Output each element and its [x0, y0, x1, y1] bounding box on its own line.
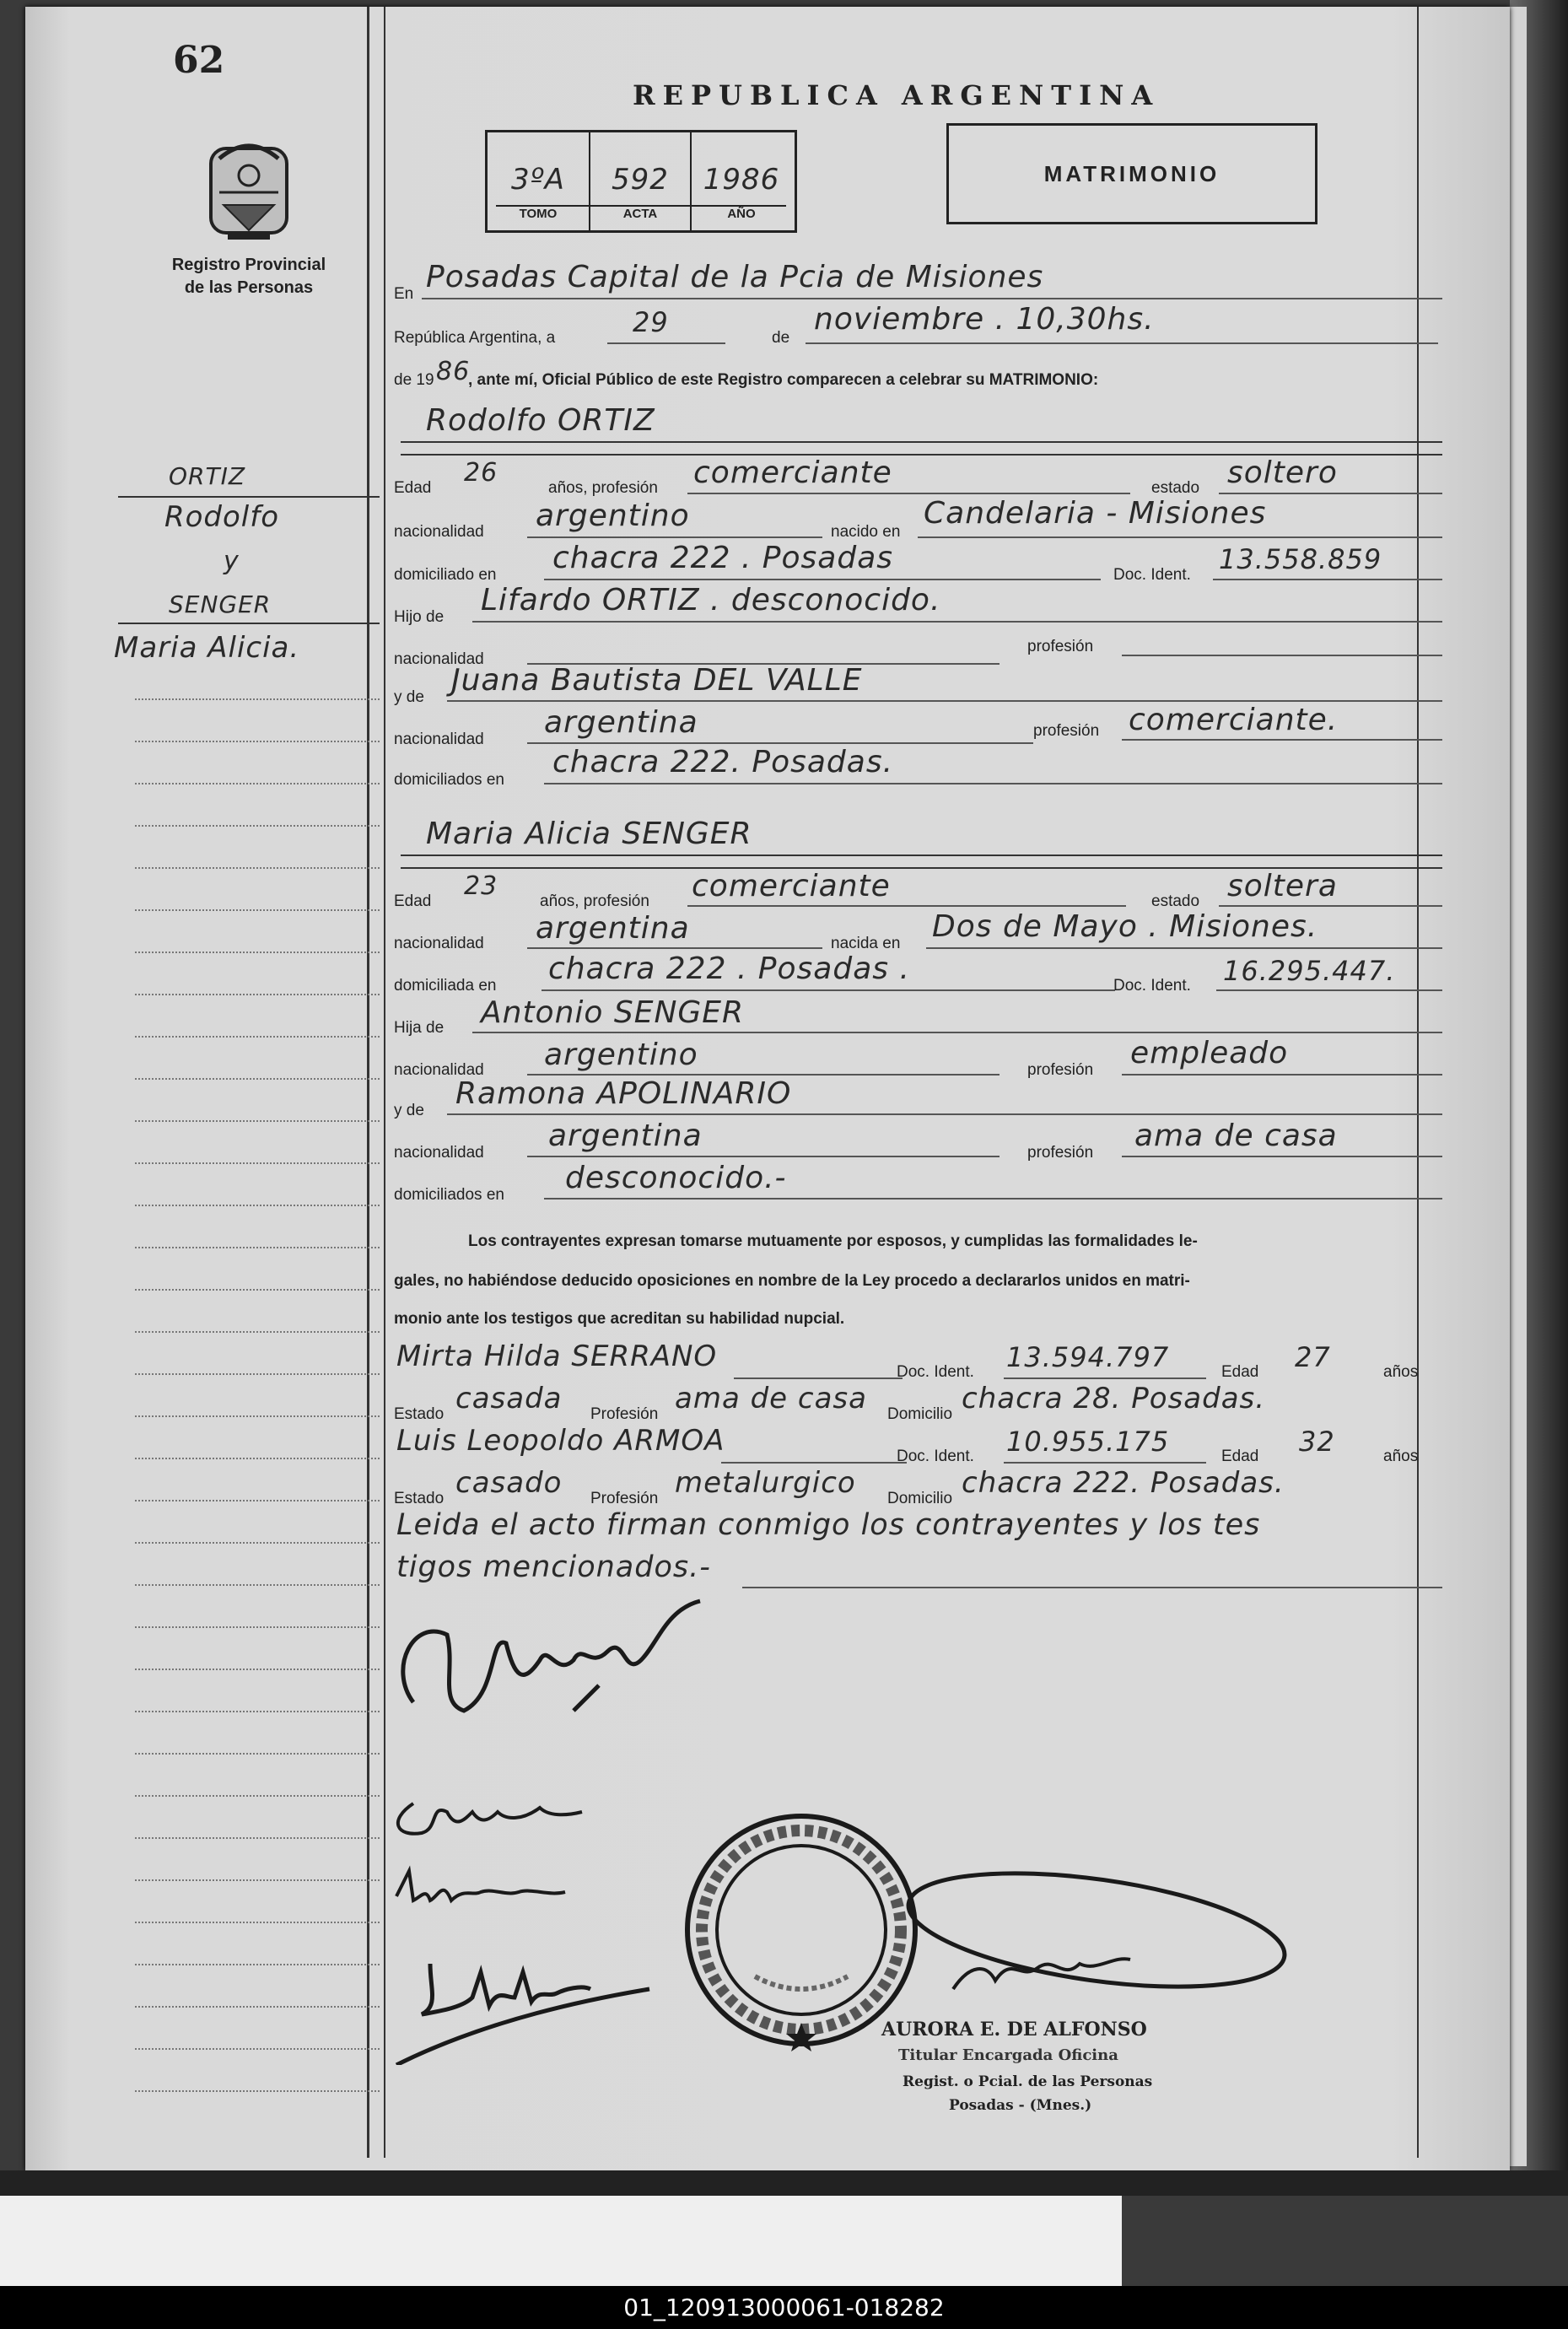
- witness2-doc: 10.955.175: [1006, 1426, 1170, 1458]
- right-rule: [1417, 7, 1419, 2158]
- scan-filename: 01_120913000061-018282: [0, 2286, 1568, 2329]
- ceremony-year: 86: [436, 357, 471, 386]
- groom-address: chacra 222 . Posadas: [552, 541, 894, 575]
- registry-name-line1: Registro Provincial: [171, 256, 326, 274]
- groom-father: Lifardo ORTIZ . desconocido.: [481, 583, 941, 617]
- groom-birthplace: Candelaria - Misiones: [924, 496, 1267, 531]
- officer-signature: [380, 1584, 759, 1728]
- ceremony-month-time: noviembre . 10,30hs.: [814, 302, 1155, 337]
- margin-given-bride: Maria Alicia.: [114, 631, 300, 665]
- groom-status: soltero: [1227, 456, 1338, 490]
- stamp-title: Titular Encargada Oficina: [898, 2046, 1118, 2064]
- bride-status: soltera: [1227, 869, 1338, 903]
- ano-label: AÑO: [727, 207, 756, 221]
- groom-mother-profession: comerciante.: [1129, 703, 1339, 737]
- ano-value: 1986: [703, 163, 780, 197]
- groom-mother-nationality: argentina: [544, 705, 698, 740]
- witness1-profession: ama de casa: [675, 1382, 867, 1415]
- groom-profession: comerciante: [693, 456, 892, 490]
- acta-label: ACTA: [622, 207, 658, 221]
- bride-age: 23: [464, 871, 498, 901]
- bride-mother-profession: ama de casa: [1134, 1119, 1338, 1153]
- register-page: 62 Registro Provincial de las Personas ORTIZ Rodolfo y SENGER Maria Alicia. REPUBLICA ARGENTINA 3ºA 592 1986 TOMO ACTA AÑO MATRIMONIO En Posadas Capital de la Pcia de Misiones República Argentina, a 29 de noviembre . 10,30hs. de 19 86 , ante mí, Oficial Público de este Registro comparecen a celebrar su MATRIMONIO: Rodolfo ORTIZ Edad 26 años, profesión comerciante estado soltero nacionalidad argentino nacido en Candelaria - Misiones domiciliado en chacra 222 . Posadas Doc. Ident. 13.558.859 Hijo de Lifardo ORTIZ . desconocido. nacionalidad profesión y de Juana Bautista DEL VALLE nacionalidad argentina profesión comerciante. domiciliados en chacra 222. Posadas. Maria Alicia SENGER Edad 23 años, profesión comerciante estado soltera nacionalidad argentina nacida en Dos de Mayo . Misiones. domiciliada en chacra 222 . Posadas . Doc. Ident. 16.295.447. Hija de Antonio SENGER nacionalidad argentino profesión empleado y de Ramona APOLINARIO nacionalidad argentina profesión ama de casa domiciliados en desconocido.- Los contrayentes expresan tomarse mutuamente por esposos, y cumplidas las formalidades le- gales, no habiéndose deducido oposiciones en nombre de la Ley procedo a declararlos unidos en matri- monio ante los testigos que acreditan su habilidad nupcial. Mirta Hilda SERRANO Doc. Ident. 13.594.797 Edad 27 años Estado casada Profesión ama de casa Domicilio chacra 28. Posadas. Luis Leopoldo ARMOA Doc. Ident. 10.955.175 Edad 32 años Estado casado Profesión metalurgico Domicilio chacra 222. Posadas. Leida el acto firman conmigo los contrayentes y los tes tigos mencionados.- AURORA E. DE ALFONSO Titular Encargada Oficina Regist. o Pcial. de las Personas Posadas - (Mnes.): [25, 7, 1510, 2170]
- declaration-line2: gales, no habiéndose deducido oposiciones en nombre de la Ley procedo a declararlos unidos en matri-: [394, 1272, 1190, 1290]
- country-title: REPUBLICA ARGENTINA: [633, 79, 1161, 111]
- ceremony-day: 29: [633, 306, 669, 338]
- witness1-status: casada: [455, 1382, 563, 1415]
- bride-parents-address: desconocido.-: [565, 1161, 787, 1195]
- bride-father: Antonio SENGER: [481, 995, 745, 1030]
- registry-name-line2: de las Personas: [184, 278, 314, 297]
- groom-signature: [380, 1787, 633, 1846]
- witness2-status: casado: [455, 1466, 563, 1500]
- closing-line1: Leida el acto firman conmigo los contrayentes y los tes: [396, 1508, 1261, 1542]
- witness2-profession: metalurgico: [675, 1466, 856, 1500]
- declaration-line1: Los contrayentes expresan tomarse mutuamente por esposos, y cumplidas las formalidades le-: [468, 1232, 1198, 1250]
- record-type: MATRIMONIO: [1043, 161, 1220, 186]
- tomo-value: 3ºA: [511, 163, 565, 197]
- witness1-age: 27: [1295, 1341, 1331, 1373]
- intro-text: , ante mí, Oficial Público de este Registro comparecen a celebrar su MATRIMONIO:: [468, 371, 1099, 389]
- closing-line2: tigos mencionados.-: [396, 1550, 711, 1584]
- official-signature: [894, 1871, 1299, 2040]
- groom-parents-address: chacra 222. Posadas.: [552, 745, 894, 779]
- acta-value: 592: [612, 163, 669, 197]
- bride-father-nationality: argentino: [544, 1038, 698, 1072]
- bride-father-profession: empleado: [1130, 1036, 1289, 1070]
- margin-surname-groom: ORTIZ: [169, 462, 246, 490]
- groom-doc: 13.558.859: [1219, 543, 1382, 575]
- witness1-signature: [380, 1863, 633, 1922]
- stamp-city: Posadas - (Mnes.): [949, 2097, 1092, 2114]
- witness2-address: chacra 222. Posadas.: [962, 1466, 1285, 1500]
- margin-given-groom: Rodolfo: [164, 500, 280, 534]
- bride-mother: Ramona APOLINARIO: [455, 1076, 792, 1111]
- record-type-box: [946, 123, 1317, 224]
- groom-mother: Juana Bautista DEL VALLE: [451, 663, 863, 698]
- tomo-label: TOMO: [519, 207, 558, 221]
- witness1-name: Mirta Hilda SERRANO: [396, 1340, 718, 1373]
- margin-y: y: [224, 547, 240, 576]
- bride-signature: [380, 1938, 666, 2065]
- witness2-name: Luis Leopoldo ARMOA: [396, 1424, 725, 1458]
- page-number: 62: [173, 39, 225, 82]
- stamp-office: Regist. o Pcial. de las Personas: [903, 2073, 1153, 2090]
- record-number-box: [485, 130, 797, 233]
- bride-address: chacra 222 . Posadas .: [548, 952, 910, 986]
- groom-age: 26: [464, 458, 498, 488]
- bride-birthplace: Dos de Mayo . Misiones.: [932, 909, 1318, 944]
- declaration-line3: monio ante los testigos que acreditan su habilidad nupcial.: [394, 1310, 845, 1328]
- registry-seal-icon: [194, 125, 304, 247]
- groom-name: Rodolfo ORTIZ: [426, 403, 655, 438]
- bride-name: Maria Alicia SENGER: [426, 817, 752, 851]
- margin-surname-bride: SENGER: [169, 590, 272, 618]
- groom-nationality: argentino: [536, 499, 690, 533]
- witness1-doc: 13.594.797: [1006, 1341, 1170, 1373]
- witness1-address: chacra 28. Posadas.: [962, 1382, 1266, 1415]
- margin-rule: [367, 7, 369, 2158]
- bride-doc: 16.295.447.: [1223, 955, 1396, 987]
- ceremony-place: Posadas Capital de la Pcia de Misiones: [426, 260, 1044, 294]
- bride-mother-nationality: argentina: [548, 1119, 703, 1153]
- bride-nationality: argentina: [536, 911, 690, 946]
- bride-profession: comerciante: [692, 869, 891, 903]
- official-seal-icon: [679, 1808, 924, 2052]
- stamp-name: AURORA E. DE ALFONSO: [881, 2019, 1147, 2041]
- witness2-age: 32: [1299, 1426, 1335, 1458]
